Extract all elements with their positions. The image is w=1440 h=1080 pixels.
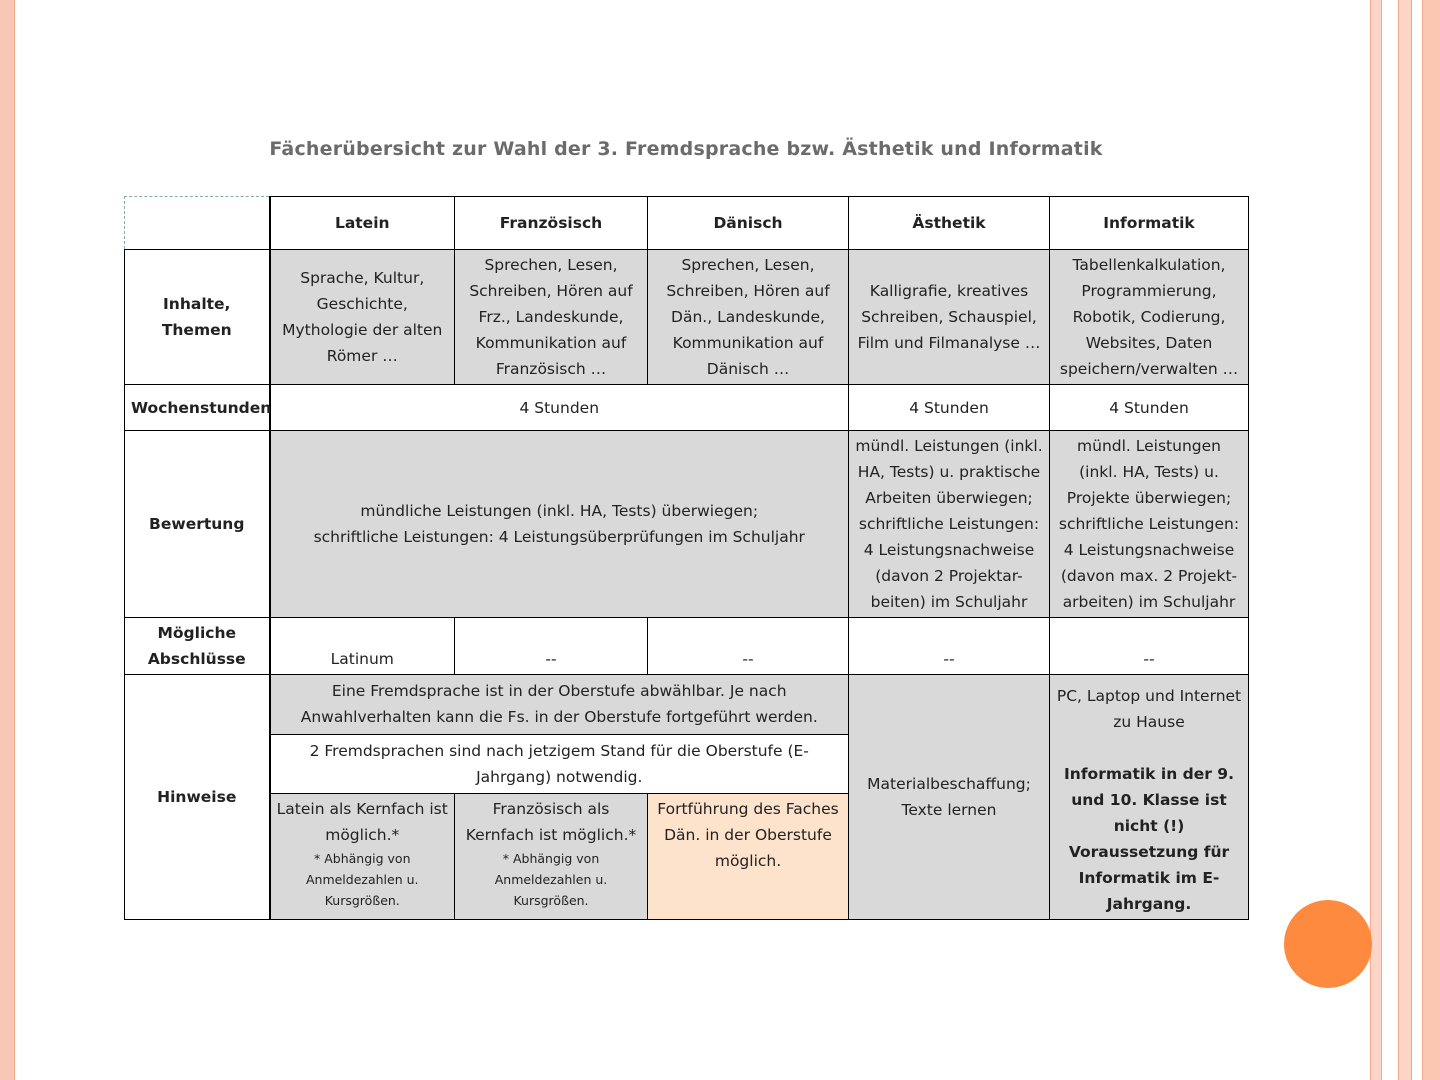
- hinweise-sprachen-abwahl: Eine Fremdsprache ist in der Oberstufe abwählbar. Je nach Anwahlverhalten kann die Fs. in der Oberstufe fortgeführt werden.: [270, 675, 849, 735]
- page-title: Fächerübersicht zur Wahl der 3. Fremdsprache bzw. Ästhetik und Informatik: [269, 138, 1103, 160]
- wochenstunden-aesthetik: 4 Stunden: [849, 385, 1050, 431]
- header-daenisch: Dänisch: [648, 197, 849, 250]
- label-wochenstunden: Wochenstunden: [125, 385, 270, 431]
- abschluesse-franzoesisch: --: [455, 618, 648, 675]
- row-abschluesse: [125, 618, 1249, 675]
- bewertung-informatik: mündl. Leistungen (inkl. HA, Tests) u. Projekte überwiegen; schriftliche Leistungen: 4 Leistungsnachweise (davon max. 2 Projekt-arbeiten) im Schuljahr: [1050, 431, 1249, 618]
- inhalte-daenisch: Sprechen, Lesen, Schreiben, Hören auf Dän., Landeskunde, Kommunikation auf Dänisch …: [648, 250, 849, 385]
- label-hinweise: Hinweise: [125, 675, 270, 920]
- hinweise-informatik: [1050, 675, 1249, 920]
- subject-overview-table: [124, 196, 1249, 920]
- left-decor-bar: [0, 0, 15, 1080]
- bewertung-aesthetik: mündl. Leistungen (inkl. HA, Tests) u. praktische Arbeiten überwiegen; schriftliche Leistungen: 4 Leistungsnachweise (davon 2 Projektar-beiten) im Schuljahr: [849, 431, 1050, 618]
- label-abschluesse: Mögliche Abschlüsse: [125, 618, 270, 675]
- hinweise-franzoesisch-text: Französisch als Kernfach ist möglich.*: [465, 800, 637, 845]
- hinweise-informatik-bold: Informatik in der 9. und 10. Klasse ist nicht (!) Voraussetzung für Informatik im E-Jahrgang.: [1064, 765, 1234, 913]
- row-bewertung: [125, 431, 1249, 618]
- header-corner: [125, 197, 270, 250]
- row-wochenstunden: [125, 385, 1249, 431]
- inhalte-informatik: Tabellenkalkulation, Programmierung, Robotik, Codierung, Websites, Daten speichern/verwalten …: [1050, 250, 1249, 385]
- label-bewertung: Bewertung: [125, 431, 270, 618]
- row-inhalte: [125, 250, 1249, 385]
- right-stripe-1: [1370, 0, 1382, 1080]
- header-informatik: Informatik: [1050, 197, 1249, 250]
- right-decor-bars: [1370, 0, 1440, 1080]
- hinweise-latein-text: Latein als Kernfach ist möglich.*: [276, 800, 448, 845]
- inhalte-aesthetik: Kalligrafie, kreatives Schreiben, Schauspiel, Film und Filmanalyse …: [849, 250, 1050, 385]
- inhalte-franzoesisch: Sprechen, Lesen, Schreiben, Hören auf Frz., Landeskunde, Kommunikation auf Französisch …: [455, 250, 648, 385]
- hinweise-latein-note: * Abhängig von Anmeldezahlen u. Kursgrößen.: [305, 851, 419, 909]
- hinweise-aesthetik: Materialbeschaffung; Texte lernen: [849, 675, 1050, 920]
- abschluesse-aesthetik: --: [849, 618, 1050, 675]
- abschluesse-latein: Latinum: [270, 618, 455, 675]
- wochenstunden-informatik: 4 Stunden: [1050, 385, 1249, 431]
- hinweise-informatik-line1: PC, Laptop und Internet zu Hause: [1056, 687, 1242, 731]
- abschluesse-informatik: --: [1050, 618, 1249, 675]
- header-latein: Latein: [270, 197, 455, 250]
- wochenstunden-sprachen: 4 Stunden: [270, 385, 849, 431]
- header-aesthetik: Ästhetik: [849, 197, 1050, 250]
- hinweise-daenisch: Fortführung des Faches Dän. in der Oberstufe möglich.: [648, 794, 849, 920]
- hinweise-franzoesisch: [455, 794, 648, 920]
- abschluesse-daenisch: --: [648, 618, 849, 675]
- row-hinweise-1: [125, 675, 1249, 735]
- header-row: [125, 197, 1249, 250]
- right-stripe-3: [1422, 0, 1440, 1080]
- right-stripe-2: [1398, 0, 1412, 1080]
- header-franzoesisch: Französisch: [455, 197, 648, 250]
- accent-circle: [1284, 900, 1372, 988]
- hinweise-sprachen-zwei: 2 Fremdsprachen sind nach jetzigem Stand für die Oberstufe (E-Jahrgang) notwendig.: [270, 734, 849, 794]
- inhalte-latein: Sprache, Kultur, Geschichte, Mythologie der alten Römer …: [270, 250, 455, 385]
- hinweise-franzoesisch-note: * Abhängig von Anmeldezahlen u. Kursgrößen.: [494, 851, 608, 909]
- hinweise-latein: [270, 794, 455, 920]
- bewertung-sprachen-line1: mündliche Leistungen (inkl. HA, Tests) überwiegen;: [360, 502, 759, 520]
- bewertung-sprachen-line2: schriftliche Leistungen: 4 Leistungsüberprüfungen im Schuljahr: [313, 528, 805, 546]
- bewertung-sprachen: [270, 431, 849, 618]
- label-inhalte: Inhalte, Themen: [125, 250, 270, 385]
